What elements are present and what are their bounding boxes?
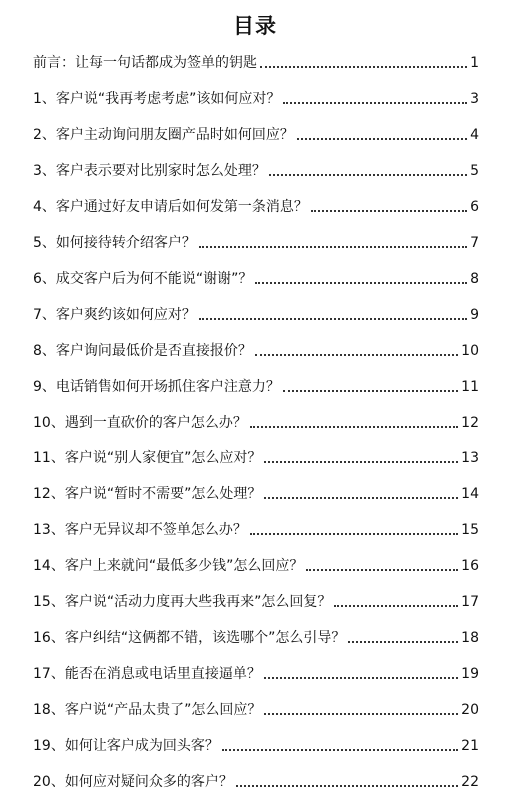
toc-dot-leader	[311, 210, 467, 212]
toc-page-number: 16	[461, 558, 479, 575]
toc-entry[interactable]	[33, 591, 479, 611]
toc-dot-leader	[264, 497, 458, 499]
toc-entry[interactable]	[33, 771, 479, 791]
toc-dot-leader	[250, 426, 458, 428]
toc-entry-number: 6、	[33, 270, 56, 287]
toc-entry[interactable]	[33, 735, 479, 755]
toc-entry-number: 7、	[33, 306, 56, 323]
toc-entry[interactable]	[33, 519, 479, 539]
toc-entry-number: 15、	[33, 594, 65, 611]
toc-dot-leader	[264, 713, 458, 715]
toc-page-number: 12	[461, 414, 479, 431]
toc-entry-number: 19、	[33, 738, 65, 755]
toc-entry-title: 客户说“产品太贵了”怎么回应？	[64, 702, 262, 719]
toc-entry-number: 3、	[33, 162, 56, 179]
toc-entry[interactable]	[33, 88, 479, 108]
toc-entry-number: 1、	[33, 90, 56, 107]
toc-dot-leader	[222, 749, 458, 751]
toc-page-number: 8	[470, 270, 479, 287]
toc-entry-number: 16、	[33, 630, 65, 647]
toc-entry-title: 客户说“暂时不需要”怎么处理？	[64, 486, 262, 503]
toc-dot-leader	[264, 461, 458, 463]
toc-entry[interactable]	[33, 232, 479, 252]
toc-page-number: 1	[470, 55, 479, 71]
toc-entry-title: 客户说“别人家便宜”怎么应对？	[64, 450, 262, 467]
toc-dot-leader	[199, 246, 467, 248]
toc-page-number: 14	[461, 486, 479, 503]
toc-entry[interactable]	[33, 52, 479, 72]
toc-entry[interactable]	[33, 376, 479, 396]
toc-entry-number: 14、	[33, 558, 65, 575]
toc-entry-number: 9、	[33, 378, 56, 395]
toc-entry-number: 4、	[33, 198, 56, 215]
toc-page-number: 19	[461, 666, 479, 683]
toc-entry-number: 17、	[33, 666, 65, 683]
toc-dot-leader	[260, 66, 467, 68]
toc-entry[interactable]	[33, 447, 479, 467]
toc-entry[interactable]	[33, 196, 479, 216]
toc-entry-number: 5、	[33, 234, 56, 251]
toc-page-number: 11	[461, 378, 479, 395]
toc-page-number: 15	[461, 522, 479, 539]
toc-page-number: 4	[470, 126, 479, 143]
toc-entry-title: 客户主动询问朋友圈产品时如何回应？	[55, 126, 294, 143]
toc-entry-number: 20、	[33, 774, 65, 790]
toc-dot-leader	[283, 390, 458, 392]
toc-dot-leader	[255, 354, 458, 356]
toc-page-number: 5	[470, 162, 479, 179]
toc-entry-number: 18、	[33, 702, 65, 719]
toc-dot-leader	[269, 174, 467, 176]
toc-entry[interactable]	[33, 663, 479, 683]
toc-entry[interactable]	[33, 483, 479, 503]
toc-entry[interactable]	[33, 268, 479, 288]
toc-dot-leader	[199, 318, 467, 320]
toc-entry-title: 遇到一直砍价的客户怎么办？	[64, 414, 247, 431]
toc-dot-leader	[306, 569, 458, 571]
toc-entry[interactable]	[33, 160, 479, 180]
toc-dot-leader	[236, 785, 458, 787]
toc-dot-leader	[283, 102, 467, 104]
toc-entry-title: 客户表示要对比别家时怎么处理？	[55, 162, 266, 179]
toc-page-number: 9	[470, 306, 479, 323]
toc-entry-number: 8、	[33, 342, 56, 359]
toc-entry[interactable]	[33, 555, 479, 575]
toc-entry-number: 2、	[33, 126, 56, 143]
toc-page-number: 13	[461, 450, 479, 467]
toc-entry-title: 成交客户后为何不能说“谢谢”？	[55, 270, 253, 287]
toc-page-number: 22	[461, 774, 479, 790]
toc-entry-title: 电话销售如何开场抓住客户注意力？	[55, 378, 280, 395]
toc-entry-title: 客户通过好友申请后如何发第一条消息？	[55, 198, 308, 215]
toc-entry-title: 客户询问最低价是否直接报价？	[55, 342, 252, 359]
toc-entry[interactable]	[33, 304, 479, 324]
toc-entry-title: 客户说“活动力度再大些我再来”怎么回复？	[64, 594, 332, 611]
toc-title: 目录	[233, 14, 277, 38]
toc-page-number: 17	[461, 594, 479, 611]
toc-dot-leader	[348, 641, 458, 643]
toc-entry[interactable]	[33, 124, 479, 144]
toc-page-number: 18	[461, 630, 479, 647]
toc-entry-title: 能否在消息或电话里直接逼单？	[64, 666, 261, 683]
toc-entry-title: 客户无异议却不签单怎么办？	[64, 522, 247, 539]
toc-entry-title: 客户爽约该如何应对？	[55, 306, 196, 323]
toc-entry-number: 10、	[33, 414, 65, 431]
toc-dot-leader	[255, 282, 467, 284]
toc-entry-title: 客户说“我再考虑考虑”该如何应对？	[55, 90, 281, 107]
toc-page-number: 3	[470, 90, 479, 107]
toc-page-number: 7	[470, 234, 479, 251]
toc-entry-title: 如何应对疑问众多的客户？	[64, 774, 233, 790]
toc-entry-number: 12、	[33, 486, 65, 503]
toc-entry[interactable]	[33, 412, 479, 432]
toc-dot-leader	[264, 677, 458, 679]
toc-dot-leader	[297, 138, 467, 140]
toc-page-number: 6	[470, 198, 479, 215]
toc-page-number: 10	[461, 342, 479, 359]
toc-entry-title: 前言：让每一句话都成为签单的钥匙	[33, 55, 257, 71]
toc-entry-title: 客户纠结“这俩都不错，该选哪个”怎么引导？	[64, 630, 346, 647]
toc-dot-leader	[250, 533, 458, 535]
toc-entry-number: 13、	[33, 522, 65, 539]
toc-entry-title: 客户上来就问“最低多少钱”怎么回应？	[64, 558, 304, 575]
toc-entry-number: 11、	[33, 450, 65, 467]
toc-page-number: 21	[461, 738, 479, 755]
toc-page-number: 20	[461, 702, 479, 719]
toc-dot-leader	[334, 605, 458, 607]
toc-entry[interactable]	[33, 699, 479, 719]
toc-entry[interactable]	[33, 627, 479, 647]
toc-entry-title: 如何让客户成为回头客？	[64, 738, 219, 755]
toc-entry[interactable]	[33, 340, 479, 360]
toc-entry-title: 如何接待转介绍客户？	[55, 234, 196, 251]
